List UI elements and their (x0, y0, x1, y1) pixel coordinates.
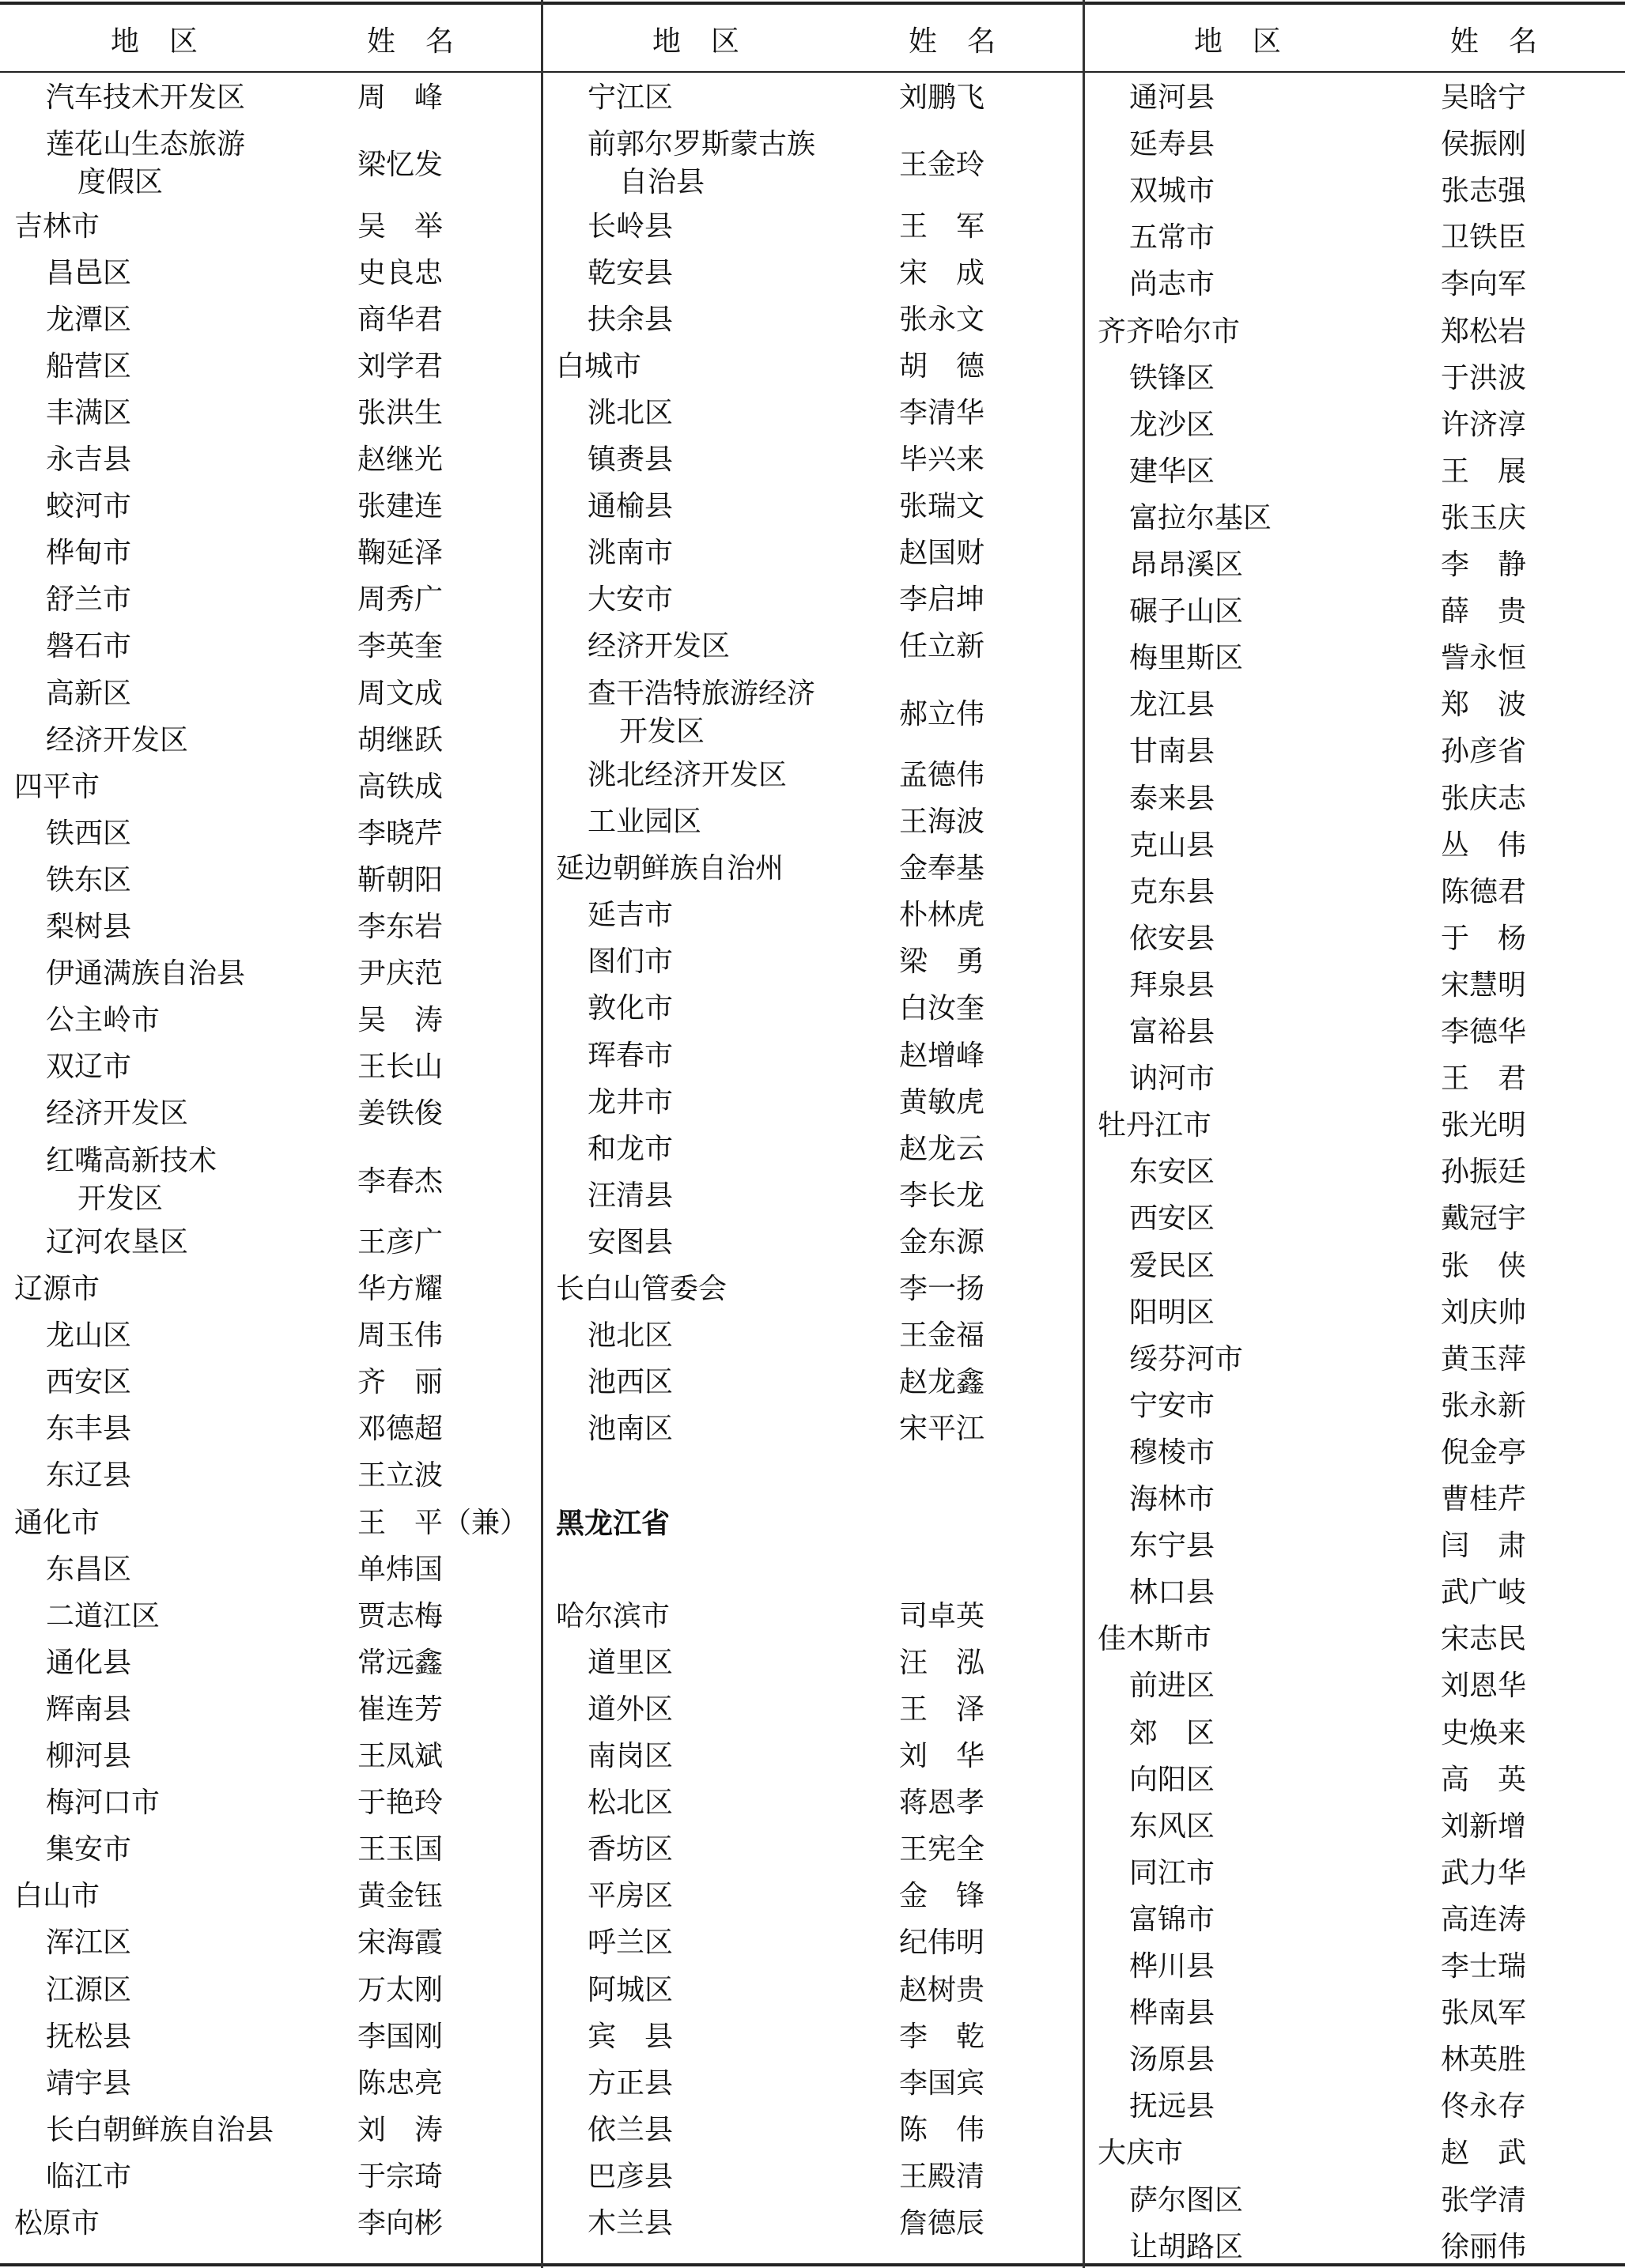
person-name: 刘 涛 (357, 2113, 444, 2146)
region-name: 延寿县 (1129, 128, 1215, 161)
region-name: 前进区 (1129, 1670, 1215, 1703)
person-name: 周 峰 (357, 81, 444, 114)
person-name: 商华君 (357, 303, 444, 336)
person-name: 齐 丽 (357, 1366, 444, 1399)
region-name: 辽源市 (14, 1273, 100, 1306)
person-name: 王玉国 (357, 1833, 444, 1866)
region-name: 洮北区 (588, 396, 674, 429)
region-name: 巴彦县 (588, 2160, 674, 2193)
person-name: 刘鹏飞 (899, 81, 985, 114)
region-name: 宾 县 (588, 2020, 674, 2053)
person-name: 赵树贵 (899, 1973, 985, 2006)
person-name: 高连涛 (1441, 1903, 1527, 1936)
person-name: 周秀广 (357, 583, 444, 617)
region-name: 南岗区 (588, 1740, 674, 1773)
region-name: 碾子山区 (1129, 595, 1244, 628)
column-divider (541, 0, 543, 2268)
header-name: 姓 名 (367, 25, 455, 58)
person-name: 林英胜 (1441, 2043, 1527, 2077)
region-name: 梅里斯区 (1129, 642, 1244, 675)
person-name: 赵龙鑫 (899, 1366, 985, 1399)
region-name: 呼兰区 (588, 1926, 674, 1960)
region-name: 木兰县 (588, 2207, 674, 2240)
region-name: 经济开发区 (46, 723, 189, 757)
region-name: 四平市 (14, 770, 100, 803)
person-name: 张学清 (1441, 2183, 1527, 2217)
region-name: 磐石市 (46, 630, 132, 663)
person-name: 宋 成 (899, 256, 985, 289)
region-name: 西安区 (1129, 1202, 1215, 1236)
region-name: 双城市 (1129, 175, 1215, 208)
person-name: 李晓芹 (357, 817, 444, 850)
person-name: 王 平（兼） (357, 1506, 529, 1539)
region-name: 克东县 (1129, 875, 1215, 908)
person-name: 周文成 (357, 677, 444, 710)
region-name: 大庆市 (1098, 2137, 1184, 2170)
header-region: 地 区 (1194, 25, 1283, 58)
person-name: 王宪全 (899, 1833, 985, 1866)
person-name: 吴 举 (357, 209, 444, 243)
header-rule (0, 71, 1625, 73)
region-name: 富裕县 (1129, 1016, 1215, 1048)
region-name: 铁西区 (46, 817, 132, 850)
region-name: 昂昂溪区 (1129, 549, 1244, 581)
region-name: 图们市 (588, 945, 674, 979)
region-name: 富拉尔基区 (1129, 501, 1272, 534)
region-name: 长岭县 (588, 209, 674, 243)
region-name: 东辽县 (46, 1459, 132, 1493)
region-name: 扶余县 (588, 303, 674, 336)
person-name: 王长山 (357, 1051, 444, 1084)
person-name: 刘庆帅 (1441, 1296, 1527, 1329)
region-name: 依兰县 (588, 2113, 674, 2146)
region-name: 东安区 (1129, 1156, 1215, 1189)
region-name: 道外区 (588, 1693, 674, 1726)
person-name: 梁 勇 (899, 945, 985, 979)
region-name: 依安县 (1129, 922, 1215, 955)
region-name: 查干浩特旅游经济 (588, 677, 816, 710)
region-name: 珲春市 (588, 1039, 674, 1072)
person-name: 梁忆发 (357, 149, 444, 182)
person-name: 白汝奎 (899, 992, 985, 1025)
region-name: 丰满区 (46, 396, 132, 429)
person-name: 于宗琦 (357, 2160, 444, 2193)
region-name: 敦化市 (588, 992, 674, 1025)
person-name: 周玉伟 (357, 1319, 444, 1353)
person-name: 朴林虎 (899, 899, 985, 932)
region-name: 同江市 (1129, 1856, 1215, 1889)
person-name: 赵继光 (357, 443, 444, 477)
region-name: 柳河县 (46, 1740, 132, 1773)
region-name: 龙山区 (46, 1319, 132, 1353)
person-name: 单炜国 (357, 1553, 444, 1586)
person-name: 李清华 (899, 396, 985, 429)
person-name: 詹德辰 (899, 2207, 985, 2240)
person-name: 闫 肃 (1441, 1530, 1527, 1563)
person-name: 王凤斌 (357, 1740, 444, 1773)
region-name: 海林市 (1129, 1483, 1215, 1515)
person-name: 赵龙云 (899, 1132, 985, 1165)
region-name: 香坊区 (588, 1833, 674, 1866)
region-name-continued: 自治县 (619, 166, 705, 199)
person-name: 黄敏虎 (899, 1085, 985, 1119)
person-name: 陈德君 (1441, 875, 1527, 908)
region-name: 宁江区 (588, 81, 674, 114)
region-name-continued: 开发区 (619, 715, 705, 748)
person-name: 黄金钰 (357, 1880, 444, 1913)
person-name: 高铁成 (357, 770, 444, 803)
person-name: 张永新 (1441, 1389, 1527, 1422)
table-top-rule (0, 2, 1625, 5)
region-name: 长白朝鲜族自治县 (46, 2113, 274, 2146)
region-name: 桦南县 (1129, 1997, 1215, 2030)
region-name: 拜泉县 (1129, 968, 1215, 1002)
person-name: 于艳玲 (357, 1787, 444, 1820)
region-name: 莲花山生态旅游 (46, 128, 246, 161)
region-name: 建华区 (1129, 455, 1215, 488)
region-name: 经济开发区 (588, 630, 731, 663)
person-name: 王 军 (899, 209, 985, 243)
column-divider (1083, 0, 1085, 2268)
region-name: 公主岭市 (46, 1004, 161, 1037)
region-name: 爱民区 (1129, 1249, 1215, 1282)
person-name: 孙彦省 (1441, 735, 1527, 768)
person-name: 郑 波 (1441, 689, 1527, 722)
region-name: 梅河口市 (46, 1787, 161, 1820)
person-name: 王海波 (899, 806, 985, 839)
person-name: 孟德伟 (899, 758, 985, 791)
region-name: 吉林市 (14, 209, 100, 243)
person-name: 陈 伟 (899, 2113, 985, 2146)
person-name: 姜铁俊 (357, 1097, 444, 1130)
person-name: 郝立伟 (899, 697, 985, 730)
person-name: 王立波 (357, 1459, 444, 1493)
person-name: 于洪波 (1441, 361, 1527, 394)
person-name: 王金福 (899, 1319, 985, 1353)
person-name: 丛 伟 (1441, 828, 1527, 862)
person-name: 靳朝阳 (357, 863, 444, 896)
person-name: 鞠延泽 (357, 537, 444, 570)
person-name: 宋平江 (899, 1413, 985, 1446)
region-name: 延吉市 (588, 899, 674, 932)
region-name: 二道江区 (46, 1599, 161, 1632)
region-name: 经济开发区 (46, 1097, 189, 1130)
person-name: 于 杨 (1441, 922, 1527, 955)
region-name: 讷河市 (1129, 1062, 1215, 1096)
region-name: 哈尔滨市 (556, 1599, 671, 1632)
person-name: 史良忠 (357, 256, 444, 289)
region-name: 辽河农垦区 (46, 1225, 189, 1259)
region-name: 郊 区 (1129, 1716, 1215, 1749)
person-name: 张建连 (357, 490, 444, 523)
person-name: 李向彬 (357, 2207, 444, 2240)
person-name: 毕兴来 (899, 443, 985, 477)
person-name: 李德华 (1441, 1016, 1527, 1048)
province-heading: 黑龙江省 (556, 1506, 671, 1540)
person-name: 李国刚 (357, 2020, 444, 2053)
region-name: 龙沙区 (1129, 408, 1215, 441)
person-name: 佟永存 (1441, 2090, 1527, 2123)
person-name: 李东岩 (357, 911, 444, 944)
person-name: 贾志梅 (357, 1599, 444, 1632)
person-name: 张庆志 (1441, 782, 1527, 815)
region-name: 梨树县 (46, 911, 132, 944)
header-region: 地 区 (111, 25, 199, 58)
region-name: 松北区 (588, 1787, 674, 1820)
header-name: 姓 名 (909, 25, 997, 58)
person-name: 金奉基 (899, 852, 985, 885)
region-name: 洮北经济开发区 (588, 758, 788, 791)
region-name: 通河县 (1129, 81, 1215, 114)
person-name: 戴冠宇 (1441, 1202, 1527, 1236)
region-name: 甘南县 (1129, 735, 1215, 768)
region-name: 东丰县 (46, 1413, 132, 1446)
region-name: 池西区 (588, 1366, 674, 1399)
person-name: 胡 德 (899, 349, 985, 383)
region-name: 抚松县 (46, 2020, 132, 2053)
person-name: 曹桂芹 (1441, 1483, 1527, 1515)
person-name: 崔连芳 (357, 1693, 444, 1726)
region-name: 宁安市 (1129, 1389, 1215, 1422)
region-name: 富锦市 (1129, 1903, 1215, 1936)
person-name: 刘 华 (899, 1740, 985, 1773)
region-name: 萨尔图区 (1129, 2183, 1244, 2217)
region-name: 浑江区 (46, 1926, 132, 1960)
person-name: 张瑞文 (899, 490, 985, 523)
region-name: 汽车技术开发区 (46, 81, 246, 114)
region-name: 伊通满族自治县 (46, 957, 246, 991)
region-name: 池南区 (588, 1413, 674, 1446)
person-name: 倪金亭 (1441, 1436, 1527, 1469)
region-name: 通榆县 (588, 490, 674, 523)
region-name: 集安市 (46, 1833, 132, 1866)
person-name: 王 君 (1441, 1062, 1527, 1096)
region-name: 抚远县 (1129, 2090, 1215, 2123)
region-name: 蛟河市 (46, 490, 132, 523)
region-name: 延边朝鲜族自治州 (556, 852, 784, 885)
person-name: 李 静 (1441, 549, 1527, 581)
person-name: 吴 涛 (357, 1004, 444, 1037)
person-name: 陈忠亮 (357, 2066, 444, 2100)
person-name: 吴晗宁 (1441, 81, 1527, 114)
region-name: 林口县 (1129, 1576, 1215, 1609)
region-name: 通化县 (46, 1646, 132, 1679)
region-name: 双辽市 (46, 1051, 132, 1084)
region-name: 穆棱市 (1129, 1436, 1215, 1469)
person-name: 武力华 (1441, 1856, 1527, 1889)
region-name: 铁锋区 (1129, 361, 1215, 394)
region-name: 五常市 (1129, 221, 1215, 255)
table-bottom-rule (0, 2263, 1625, 2266)
region-name: 安图县 (588, 1225, 674, 1259)
person-name: 薛 贵 (1441, 595, 1527, 628)
person-name: 王 泽 (899, 1693, 985, 1726)
person-name: 胡继跃 (357, 723, 444, 757)
person-name: 蒋恩孝 (899, 1787, 985, 1820)
person-name: 李国宾 (899, 2066, 985, 2100)
region-name: 长白山管委会 (556, 1273, 727, 1306)
person-name: 李春杰 (357, 1164, 444, 1198)
region-name: 红嘴高新技术 (46, 1144, 217, 1177)
person-name: 万太刚 (357, 1973, 444, 2006)
person-name: 李启坤 (899, 583, 985, 617)
person-name: 张玉庆 (1441, 501, 1527, 534)
person-name: 金 锋 (899, 1880, 985, 1913)
region-name-continued: 度假区 (77, 166, 164, 199)
region-name: 道里区 (588, 1646, 674, 1679)
person-name: 赵增峰 (899, 1039, 985, 1072)
person-name: 刘恩华 (1441, 1670, 1527, 1703)
person-name: 华方耀 (357, 1273, 444, 1306)
region-name-continued: 开发区 (77, 1182, 164, 1215)
region-name: 洮南市 (588, 537, 674, 570)
region-name: 龙潭区 (46, 303, 132, 336)
person-name: 郑松岩 (1441, 315, 1527, 348)
region-name: 龙井市 (588, 1085, 674, 1119)
region-name: 船营区 (46, 349, 132, 383)
region-name: 临江市 (46, 2160, 132, 2193)
person-name: 卫铁臣 (1441, 221, 1527, 255)
person-name: 史焕来 (1441, 1716, 1527, 1749)
region-name: 通化市 (14, 1506, 100, 1539)
person-name: 王金玲 (899, 149, 985, 182)
region-name: 佳木斯市 (1098, 1623, 1212, 1656)
region-name: 龙江县 (1129, 689, 1215, 722)
person-name: 李士瑞 (1441, 1950, 1527, 1983)
region-name: 阳明区 (1129, 1296, 1215, 1329)
region-name: 东昌区 (46, 1553, 132, 1586)
region-name: 前郭尔罗斯蒙古族 (588, 128, 816, 161)
person-name: 李向军 (1441, 268, 1527, 301)
region-name: 平房区 (588, 1880, 674, 1913)
person-name: 徐丽伟 (1441, 2230, 1527, 2263)
region-name: 克山县 (1129, 828, 1215, 862)
person-name: 任立新 (899, 630, 985, 663)
region-name: 东宁县 (1129, 1530, 1215, 1563)
person-name: 许济淳 (1441, 408, 1527, 441)
region-name: 汪清县 (588, 1179, 674, 1212)
person-name: 张凤军 (1441, 1997, 1527, 2030)
region-name: 汤原县 (1129, 2043, 1215, 2077)
person-name: 刘学君 (357, 349, 444, 383)
person-name: 常远鑫 (357, 1646, 444, 1679)
person-name: 张 侠 (1441, 1249, 1527, 1282)
region-name: 方正县 (588, 2066, 674, 2100)
region-name: 永吉县 (46, 443, 132, 477)
region-name: 泰来县 (1129, 782, 1215, 815)
region-name: 向阳区 (1129, 1763, 1215, 1796)
region-name: 镇赉县 (588, 443, 674, 477)
region-name: 牡丹江市 (1098, 1109, 1212, 1142)
header-region: 地 区 (652, 25, 741, 58)
region-name: 辉南县 (46, 1693, 132, 1726)
region-name: 松原市 (14, 2207, 100, 2240)
person-name: 黄玉萍 (1441, 1342, 1527, 1376)
region-name: 池北区 (588, 1319, 674, 1353)
person-name: 侯振刚 (1441, 128, 1527, 161)
person-name: 张永文 (899, 303, 985, 336)
region-name: 工业园区 (588, 806, 702, 839)
person-name: 张光明 (1441, 1109, 1527, 1142)
region-name: 桦甸市 (46, 537, 132, 570)
region-name: 桦川县 (1129, 1950, 1215, 1983)
person-name: 李一扬 (899, 1273, 985, 1306)
person-name: 张志强 (1441, 175, 1527, 208)
person-name: 纪伟明 (899, 1926, 985, 1960)
region-name: 尚志市 (1129, 268, 1215, 301)
person-name: 宋志民 (1441, 1623, 1527, 1656)
person-name: 尹庆范 (357, 957, 444, 991)
region-name: 西安区 (46, 1366, 132, 1399)
person-name: 訾永恒 (1441, 642, 1527, 675)
header-name: 姓 名 (1450, 25, 1539, 58)
region-name: 大安市 (588, 583, 674, 617)
region-name: 和龙市 (588, 1132, 674, 1165)
person-name: 李长龙 (899, 1179, 985, 1212)
person-name: 刘新增 (1441, 1809, 1527, 1843)
region-name: 舒兰市 (46, 583, 132, 617)
person-name: 司卓英 (899, 1599, 985, 1632)
region-name: 白城市 (556, 349, 642, 383)
person-name: 汪 泓 (899, 1646, 985, 1679)
region-name: 乾安县 (588, 256, 674, 289)
region-name: 让胡路区 (1129, 2230, 1244, 2263)
person-name: 宋慧明 (1441, 968, 1527, 1002)
person-name: 金东源 (899, 1225, 985, 1259)
person-name: 赵 武 (1441, 2137, 1527, 2170)
region-name: 东风区 (1129, 1809, 1215, 1843)
region-name: 白山市 (14, 1880, 100, 1913)
region-name: 昌邑区 (46, 256, 132, 289)
region-name: 高新区 (46, 677, 132, 710)
person-name: 李英奎 (357, 630, 444, 663)
region-name: 阿城区 (588, 1973, 674, 2006)
region-name: 铁东区 (46, 863, 132, 896)
region-name: 齐齐哈尔市 (1098, 315, 1241, 348)
person-name: 武广岐 (1441, 1576, 1527, 1609)
person-name: 宋海霞 (357, 1926, 444, 1960)
person-name: 张洪生 (357, 396, 444, 429)
person-name: 邓德超 (357, 1413, 444, 1446)
person-name: 李 乾 (899, 2020, 985, 2053)
person-name: 赵国财 (899, 537, 985, 570)
person-name: 王彦广 (357, 1225, 444, 1259)
person-name: 高 英 (1441, 1763, 1527, 1796)
region-name: 绥芬河市 (1129, 1342, 1244, 1376)
person-name: 王殿清 (899, 2160, 985, 2193)
person-name: 王 展 (1441, 455, 1527, 488)
region-name: 江源区 (46, 1973, 132, 2006)
region-name: 靖宇县 (46, 2066, 132, 2100)
person-name: 孙振廷 (1441, 1156, 1527, 1189)
